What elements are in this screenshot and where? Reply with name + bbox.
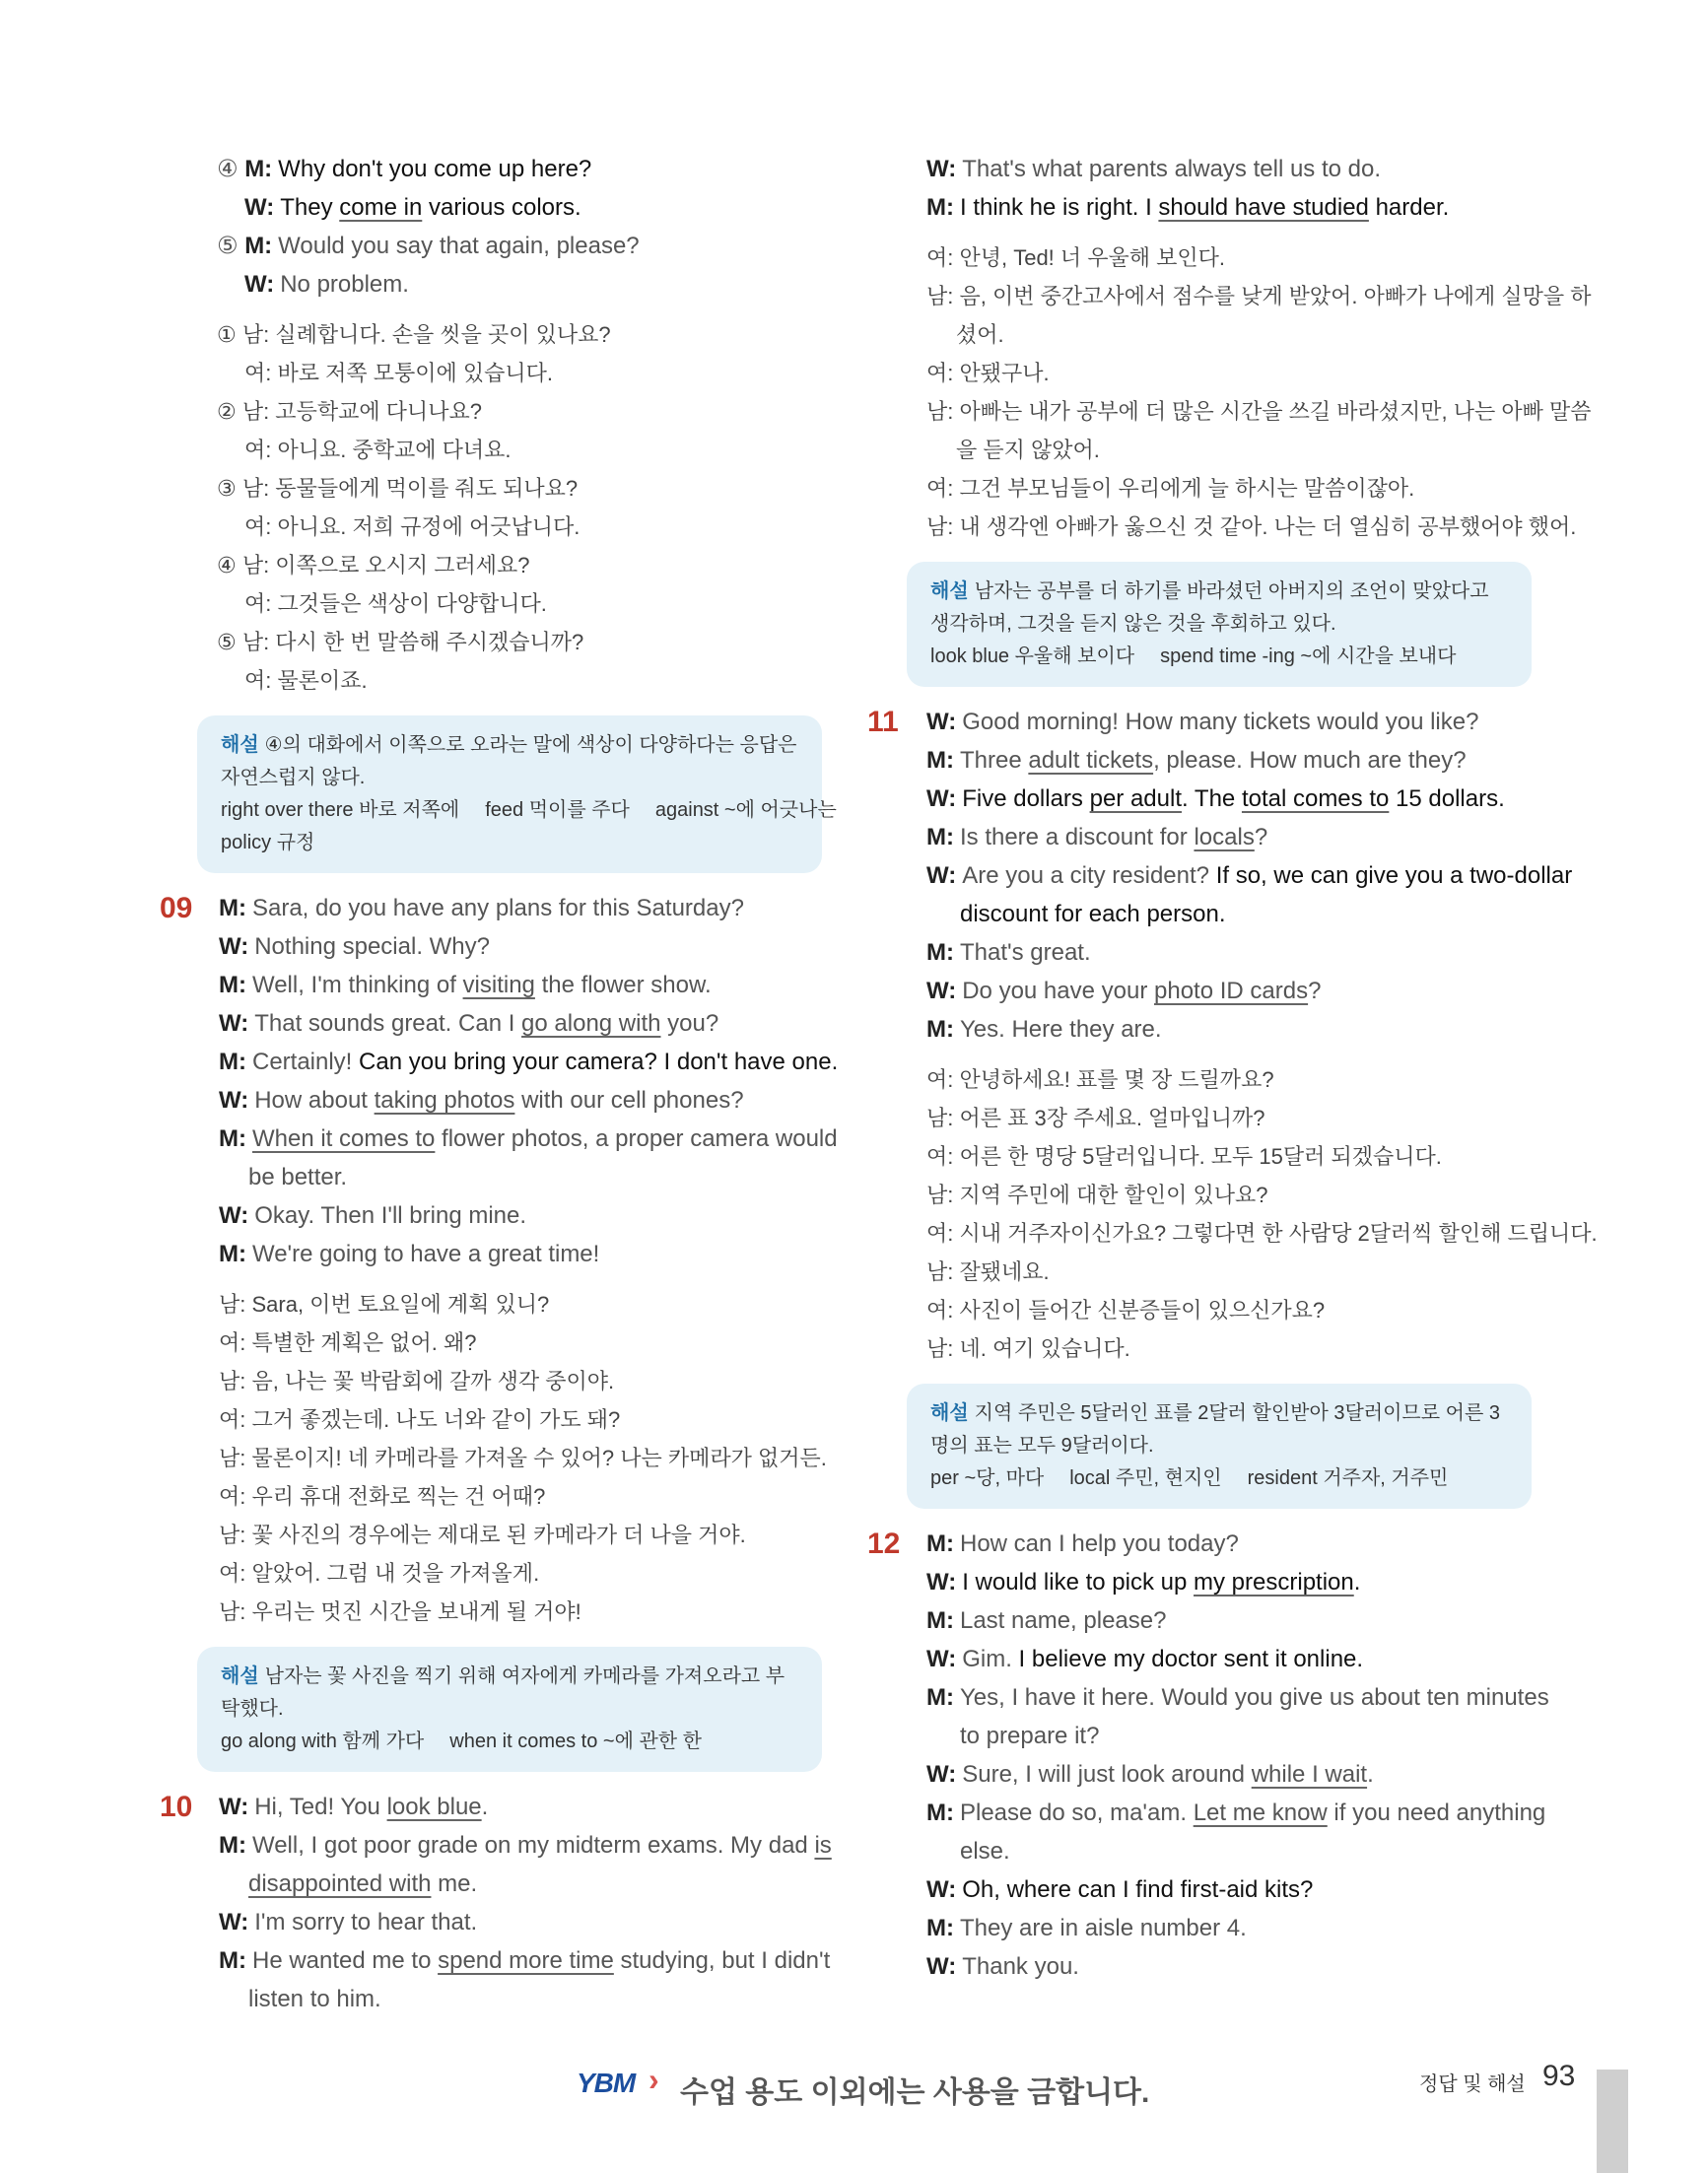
speaker-label: M: [926, 1800, 954, 1826]
underlined-phrase: look blue [386, 1794, 482, 1820]
dialogue-text: How about [254, 1087, 375, 1114]
dialogue-line [158, 1903, 862, 1941]
dialogue-line [158, 1941, 862, 1980]
dialogue-text: . [481, 1794, 489, 1820]
dialogue-text: Good morning! How many tickets would you like? [962, 709, 1479, 735]
underlined-phrase: visiting [462, 972, 535, 998]
explanation-text: 남자는 꽃 사진을 찍기 위해 여자에게 카메라를 가져오라고 부탁했다. [221, 1665, 786, 1720]
speaker-label: W: [926, 709, 957, 735]
translation-line: 여: 바로 저쪽 모퉁이에 있습니다. [244, 361, 553, 385]
translation-line: ③ 남: 동물들에게 먹이를 줘도 되나요? [217, 476, 579, 501]
speaker-label: M: [926, 824, 954, 850]
translation-line: 을 듣지 않았어. [956, 438, 1100, 462]
dialogue-text: Do you have your [962, 978, 1154, 1004]
dialogue-line [158, 188, 862, 227]
dialogue-line [867, 1601, 1572, 1640]
dialogue-line [867, 1640, 1572, 1678]
dialogue-line [867, 188, 1572, 227]
dialogue-text: Okay. Then I'll bring mine. [254, 1202, 527, 1229]
dialogue-line [158, 1043, 862, 1081]
dialogue-line [158, 1788, 862, 1826]
vocab-item: when it comes to ~에 관한 한 [449, 1731, 702, 1752]
dialogue-line [867, 856, 1572, 895]
translation-line: 남: 내 생각엔 아빠가 옳으신 것 같아. 나는 더 열심히 공부했어야 했어. [926, 514, 1577, 539]
speaker-label: W: [244, 271, 275, 298]
speaker-label: W: [926, 862, 957, 889]
dialogue-text: me. [431, 1870, 478, 1897]
question-number: 10 [160, 1791, 193, 1823]
translation-line: 남: 네. 여기 있습니다. [926, 1336, 1130, 1361]
page-footer [0, 2060, 1708, 2119]
explanation-box [907, 562, 1532, 687]
translation-line: 남: Sara, 이번 토요일에 계획 있니? [219, 1292, 550, 1317]
translation-line: ④ 남: 이쪽으로 오시지 그러세요? [217, 553, 530, 577]
speaker-label: W: [219, 1909, 249, 1935]
dialogue-line [867, 972, 1572, 1010]
dialogue-text: They [280, 194, 340, 221]
dialogue-line [867, 1563, 1572, 1601]
dialogue-line [158, 227, 862, 265]
dialogue-text: They are in aisle number 4. [959, 1915, 1247, 1941]
question-number: 12 [867, 1528, 901, 1560]
dialogue-continuation [158, 1865, 862, 1903]
underlined-phrase: go along with [521, 1010, 661, 1037]
right-column [867, 150, 1598, 1986]
speaker-label: M: [244, 233, 273, 259]
dialogue-text: We're going to have a great time! [251, 1241, 600, 1267]
underlined-phrase: spend more time [438, 1947, 614, 1974]
explanation-text: 지역 주민은 5달러인 표를 2달러 할인받아 3달러이므로 어른 3명의 표는 모두 9달러이다. [930, 1402, 1500, 1457]
translation-line: 남: 아빠는 내가 공부에 더 많은 시간을 쓰길 바라셨지만, 나는 아빠 말씀 [926, 399, 1592, 424]
vocab-item: spend time -ing ~에 시간을 보내다 [1160, 645, 1457, 667]
speaker-label: M: [244, 156, 273, 182]
underlined-phrase: should have studied [1158, 194, 1369, 221]
dialogue-continuation: listen to him. [248, 1986, 381, 2012]
translation-line: 여: 아니요. 중학교에 다녀요. [244, 438, 512, 462]
question-number: 09 [160, 892, 193, 924]
key-sentence: I believe my doctor sent it online. [1018, 1646, 1364, 1672]
underlined-phrase: locals [1194, 824, 1255, 850]
dialogue-text: Thank you. [962, 1953, 1079, 1980]
page-number: 93 [1542, 2060, 1576, 2092]
dialogue-text: That's great. [959, 939, 1091, 966]
speaker-label: W: [926, 1569, 957, 1596]
dialogue-line [158, 150, 862, 188]
dialogue-text: Last name, please? [959, 1607, 1167, 1634]
speaker-label: M: [926, 939, 954, 966]
dialogue-line [158, 889, 862, 927]
underlined-phrase: photo ID cards [1154, 978, 1309, 1004]
dialogue-text: Well, I'm thinking of [251, 972, 463, 998]
dialogue-text: That's what parents always tell us to do. [962, 156, 1382, 182]
dialogue-line [867, 933, 1572, 972]
dialogue-text: Five dollars [962, 785, 1090, 812]
dialogue-line [158, 1081, 862, 1120]
translation-line: 남: 꽃 사진의 경우에는 제대로 된 카메라가 더 나을 거야. [219, 1523, 746, 1547]
translation-line: 여: 그건 부모님들이 우리에게 늘 하시는 말씀이잖아. [926, 476, 1415, 501]
translation-line: 남: 물론이지! 네 카메라를 가져올 수 있어? 나는 카메라가 없거든. [219, 1446, 827, 1470]
dialogue-text: Three [959, 747, 1029, 774]
speaker-label: M: [926, 747, 954, 774]
dialogue-line [158, 1196, 862, 1235]
dialogue-text: with our cell phones? [514, 1087, 744, 1114]
speaker-label: W: [926, 978, 957, 1004]
speaker-label: W: [926, 1953, 957, 1980]
underlined-phrase: my prescription [1194, 1569, 1354, 1596]
choice-mark: ④ [217, 156, 239, 182]
dialogue-text: various colors. [422, 194, 581, 221]
speaker-label: W: [926, 1761, 957, 1788]
translation-line: 남: 어른 표 3장 주세요. 얼마입니까? [926, 1106, 1265, 1130]
dialogue-line [867, 1678, 1572, 1717]
vocab-list [221, 1726, 800, 1758]
speaker-label: W: [219, 933, 249, 960]
vocab-item: right over there 바로 저쪽에 [221, 799, 460, 821]
dialogue-line [158, 1004, 862, 1043]
underlined-phrase: taking photos [374, 1087, 515, 1114]
dialogue-text: harder. [1368, 194, 1450, 221]
translation-line: 여: 안됐구나. [926, 361, 1050, 385]
dialogue-text: Well, I got poor grade on my midterm exams. My dad [251, 1832, 815, 1859]
translation-line: 여: 그거 좋겠는데. 나도 너와 같이 가도 돼? [219, 1407, 621, 1432]
translation-line: 남: 음, 나는 꽃 박람회에 갈까 생각 중이야. [219, 1369, 615, 1393]
dialogue-line [867, 818, 1572, 856]
dialogue-text: . [1367, 1761, 1374, 1788]
dialogue-text: Hi, Ted! You [254, 1794, 387, 1820]
dialogue-line [158, 966, 862, 1004]
translation-line: 남: 지역 주민에 대한 할인이 있나요? [926, 1183, 1268, 1207]
dialogue-continuation: be better. [248, 1164, 348, 1190]
speaker-label: W: [219, 1087, 249, 1114]
key-sentence: Can you bring your camera? I don't have one. [359, 1049, 839, 1075]
speaker-label: M: [219, 972, 246, 998]
dialogue-text: How can I help you today? [959, 1530, 1239, 1557]
dialogue-continuation: else. [960, 1838, 1010, 1865]
dialogue-text: That sounds great. Can I [254, 1010, 522, 1037]
speaker-label: M: [926, 1016, 954, 1043]
dialogue-text: . [1353, 1569, 1361, 1596]
translation-line: 남: 우리는 멋진 시간을 보내게 될 거야! [219, 1599, 581, 1624]
dialogue-text: No problem. [280, 271, 409, 298]
dialogue-continuation: to prepare it? [960, 1723, 1100, 1749]
dialogue-text: He wanted me to [251, 1947, 439, 1974]
explanation-box [197, 1647, 822, 1772]
dialogue-line [158, 1826, 862, 1865]
explanation-label: 해설 [930, 1402, 969, 1424]
speaker-label: M: [219, 1049, 246, 1075]
speaker-label: W: [219, 1794, 249, 1820]
dialogue-text: ? [1254, 824, 1268, 850]
speaker-label: W: [219, 1202, 249, 1229]
underlined-phrase: Let me know [1193, 1800, 1328, 1826]
translation-line: ② 남: 고등학교에 다니나요? [217, 399, 482, 424]
vocab-list [930, 1462, 1510, 1495]
dialogue-text: Please do so, ma'am. [959, 1800, 1194, 1826]
dialogue-line [867, 150, 1572, 188]
translation-line: 여: 사진이 들어간 신분증들이 있으신가요? [926, 1298, 1326, 1323]
underlined-phrase: adult tickets [1028, 747, 1154, 774]
translation-line: 여: 그것들은 색상이 다양합니다. [244, 591, 547, 616]
underlined-phrase: total comes to [1241, 785, 1390, 812]
dialogue-line [158, 265, 862, 304]
dialogue-line [867, 1870, 1572, 1909]
speaker-label: M: [926, 1607, 954, 1634]
translation-line: 여: 어른 한 명당 5달러입니다. 모두 15달러 되겠습니다. [926, 1144, 1442, 1169]
dialogue-text: Certainly! [251, 1049, 360, 1075]
explanation-label: 해설 [221, 734, 259, 756]
translation-line: 셨어. [956, 322, 1004, 347]
speaker-label: M: [926, 1684, 954, 1711]
key-sentence: Oh, where can I find first-aid kits? [962, 1876, 1314, 1903]
translation-line: 여: 특별한 계획은 없어. 왜? [219, 1330, 477, 1355]
dialogue-line [867, 1010, 1572, 1049]
explanation-text: ④의 대화에서 이쪽으로 오라는 말에 색상이 다양하다는 응답은 자연스럽지 않다. [221, 734, 797, 788]
dialogue-text: I think he is right. I [959, 194, 1159, 221]
translation-line: 여: 시내 거주자이신가요? 그렇다면 한 사람당 2달러씩 할인해 드립니다. [926, 1221, 1598, 1246]
usage-notice: 수업 용도 이외에는 사용을 금합니다. [680, 2076, 1150, 2109]
dialogue-line [867, 741, 1572, 780]
dialogue-line [867, 1525, 1572, 1563]
left-column [158, 150, 862, 2018]
underlined-phrase: When it comes to [251, 1125, 436, 1152]
page-edge-tab [1597, 2070, 1628, 2173]
vocab-list [930, 641, 1510, 673]
speaker-label: W: [926, 785, 957, 812]
speaker-label: W: [926, 1876, 957, 1903]
speaker-label: M: [926, 194, 954, 221]
explanation-text: 남자는 공부를 더 하기를 바라셨던 아버지의 조언이 맞았다고 생각하며, 그것을 듣지 않은 것을 후회하고 있다. [930, 580, 1489, 635]
dialogue-text: Why don't you come up here? [278, 156, 592, 182]
dialogue-text: Yes. Here they are. [959, 1016, 1162, 1043]
translation-line: 남: 음, 이번 중간고사에서 점수를 낮게 받았어. 아빠가 나에게 실망을 하 [926, 284, 1592, 308]
dialogue-text: the flower show. [534, 972, 712, 998]
dialogue-text: you? [660, 1010, 719, 1037]
underlined-phrase: come in [339, 194, 423, 221]
translation-line: 여: 물론이죠. [244, 668, 368, 693]
dialogue-text: Sara, do you have any plans for this Saturday? [251, 895, 744, 921]
speaker-label: M: [926, 1530, 954, 1557]
vocab-item: resident 거주자, 거주민 [1247, 1467, 1449, 1489]
explanation-box [197, 715, 837, 873]
dialogue-text: Gim. [962, 1646, 1019, 1672]
speaker-label: W: [219, 1010, 249, 1037]
vocab-item: against ~에 어긋나는 [654, 799, 837, 821]
underlined-phrase: is [814, 1832, 832, 1859]
section-label: 정답 및 해설 [1419, 2073, 1526, 2095]
vocab-item: look blue 우울해 보이다 [930, 645, 1135, 667]
underlined-phrase: while I wait [1251, 1761, 1368, 1788]
speaker-label: M: [219, 1832, 246, 1859]
speaker-label: W: [926, 1646, 957, 1672]
dialogue-line [867, 1755, 1572, 1794]
dialogue-line [867, 1909, 1572, 1947]
translation-line: ① 남: 실례합니다. 손을 씻을 곳이 있나요? [217, 322, 611, 347]
dialogue-text: I'm sorry to hear that. [254, 1909, 478, 1935]
speaker-label: M: [219, 895, 246, 921]
translation-line: 여: 안녕하세요! 표를 몇 장 드릴까요? [926, 1067, 1274, 1092]
vocab-list [221, 794, 837, 827]
dialogue-line [867, 780, 1572, 818]
explanation-label: 해설 [221, 1665, 259, 1687]
vocab-item: feed 먹이를 주다 [485, 799, 630, 821]
translation-line: 여: 아니요. 저희 규정에 어긋납니다. [244, 514, 581, 539]
dialogue-text: studying, but I didn't [613, 1947, 831, 1974]
dialogue-line [158, 1235, 862, 1273]
dialogue-text: Sure, I will just look around [962, 1761, 1252, 1788]
dialogue-line [867, 703, 1572, 741]
translation-line: 여: 우리 휴대 전화로 찍는 건 어때? [219, 1484, 546, 1509]
dialogue-text: flower photos, a proper camera would [435, 1125, 838, 1152]
key-sentence: If so, we can give you a two-dollar [1215, 862, 1573, 889]
choice-mark: ⑤ [217, 233, 239, 259]
underlined-phrase: per adult [1089, 785, 1182, 812]
explanation-label: 해설 [930, 580, 969, 602]
ybm-logo: YBM [577, 2068, 636, 2098]
speaker-label: W: [244, 194, 275, 221]
vocab-item: go along with 함께 가다 [221, 1731, 425, 1752]
speaker-label: W: [926, 156, 957, 182]
chevron-right-icon: › [649, 2062, 659, 2097]
explanation-box [907, 1384, 1532, 1509]
dialogue-line [158, 1120, 862, 1158]
dialogue-text: Nothing special. Why? [254, 933, 490, 960]
dialogue-text: . The [1182, 785, 1242, 812]
dialogue-line [867, 1794, 1572, 1832]
vocab-item: per ~당, 마다 [930, 1467, 1045, 1489]
dialogue-text: if you need anything [1327, 1800, 1546, 1826]
dialogue-line [867, 1947, 1572, 1986]
speaker-label: M: [926, 1915, 954, 1941]
dialogue-text: 15 dollars. [1389, 785, 1505, 812]
dialogue-text: Yes, I have it here. Would you give us about ten minutes [959, 1684, 1549, 1711]
dialogue-text: I would like to pick up [962, 1569, 1195, 1596]
speaker-label: M: [219, 1241, 246, 1267]
translation-line: 여: 안녕, Ted! 너 우울해 보인다. [926, 245, 1226, 270]
dialogue-text: Are you a city resident? [962, 862, 1216, 889]
speaker-label: M: [219, 1947, 246, 1974]
translation-line: 여: 알았어. 그럼 내 것을 가져올게. [219, 1561, 540, 1586]
dialogue-text: ? [1308, 978, 1322, 1004]
translation-line: ⑤ 남: 다시 한 번 말씀해 주시겠습니까? [217, 630, 584, 654]
translation-line: 남: 잘됐네요. [926, 1259, 1050, 1284]
speaker-label: M: [219, 1125, 246, 1152]
dialogue-line [158, 927, 862, 966]
question-number: 11 [867, 706, 899, 738]
underlined-phrase: disappointed with [248, 1870, 432, 1897]
vocab-item: local 주민, 현지인 [1069, 1467, 1222, 1489]
dialogue-text: Would you say that again, please? [278, 233, 640, 259]
dialogue-text: Is there a discount for [959, 824, 1195, 850]
dialogue-text: , please. How much are they? [1153, 747, 1467, 774]
dialogue-continuation: discount for each person. [960, 901, 1226, 927]
vocab-item: policy 규정 [221, 832, 315, 853]
